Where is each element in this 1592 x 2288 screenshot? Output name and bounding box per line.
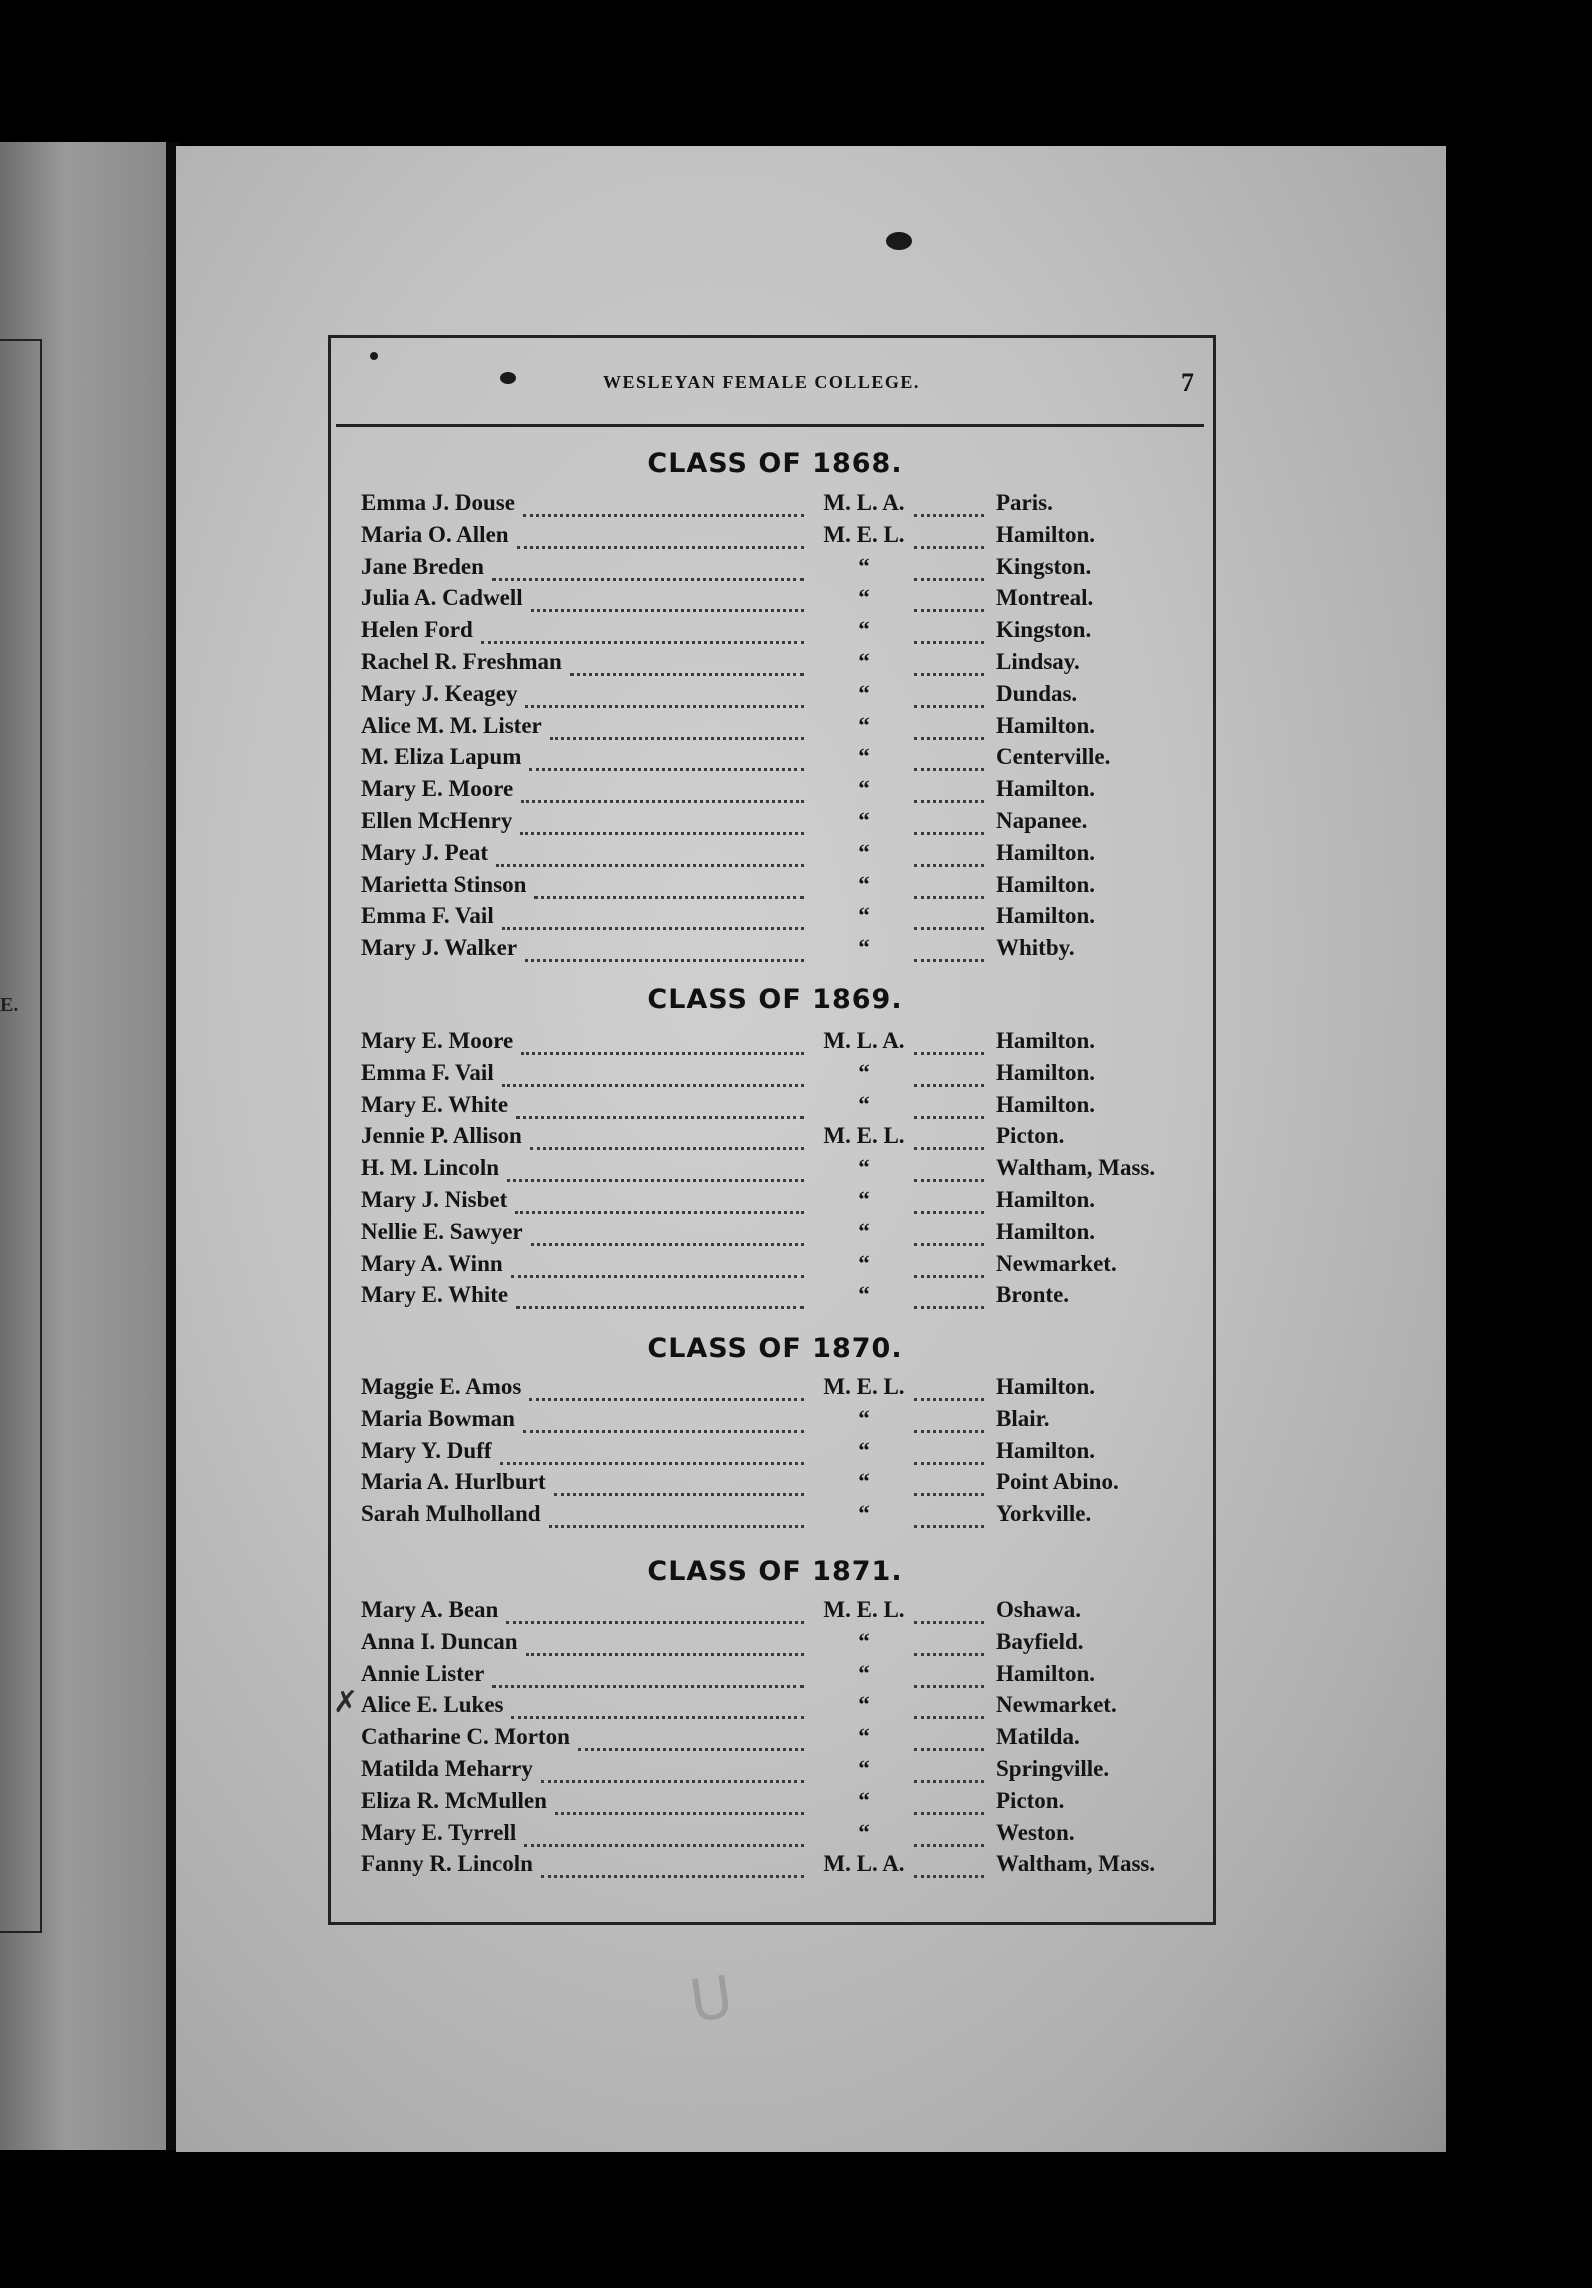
graduate-row (0, 1629, 1592, 1661)
dot-leader (529, 764, 804, 771)
dot-leader (492, 574, 804, 581)
graduate-row (0, 1028, 1592, 1060)
hometown: Kingston. (996, 553, 1092, 579)
graduate-row (0, 1251, 1592, 1283)
dot-leader (914, 605, 984, 612)
graduate-name: Alice M. M. Lister (361, 712, 542, 738)
graduate-row (0, 490, 1592, 522)
hometown: Dundas. (996, 680, 1078, 706)
hometown: Newmarket. (996, 1692, 1117, 1718)
hometown: Hamilton. (996, 1028, 1096, 1053)
pencil-mark: U (685, 1962, 737, 2036)
dot-leader (525, 955, 804, 962)
graduate-row (0, 1187, 1592, 1219)
graduate-name: Maria Bowman (361, 1405, 515, 1431)
dot-leader (914, 574, 984, 581)
degree: “ (858, 585, 870, 611)
dot-leader (914, 733, 984, 740)
graduate-row (0, 1851, 1592, 1883)
class-heading: CLASS OF 1869. (647, 984, 903, 1015)
hometown: Hamilton. (996, 1437, 1096, 1463)
graduate-name: Maria O. Allen (361, 521, 509, 547)
degree: “ (858, 553, 870, 579)
graduate-name: Mary Y. Duff (361, 1437, 492, 1463)
hometown: Hamilton. (996, 1059, 1096, 1085)
graduate-name: Mary J. Walker (361, 935, 518, 961)
dot-leader (517, 542, 804, 549)
degree: “ (858, 649, 870, 674)
graduate-name: Jennie P. Allison (361, 1123, 522, 1149)
graduate-row (0, 840, 1592, 872)
dot-leader (515, 1207, 804, 1214)
graduate-row (0, 1820, 1592, 1852)
hometown: Hamilton. (996, 1660, 1096, 1686)
degree: “ (858, 935, 870, 961)
graduate-name: Rachel R. Freshman (361, 649, 562, 674)
graduate-name: Matilda Meharry (361, 1756, 533, 1781)
hometown: Blair. (996, 1405, 1050, 1431)
hometown: Weston. (996, 1819, 1075, 1845)
hometown: Picton. (996, 1123, 1065, 1149)
graduate-name: Jane Breden (361, 553, 484, 579)
hometown: Waltham, Mass. (996, 1155, 1156, 1181)
graduate-name: Mary A. Winn (361, 1250, 503, 1276)
dot-leader (914, 1143, 984, 1150)
graduate-row (0, 1282, 1592, 1314)
graduate-row (0, 1155, 1592, 1187)
facing-page-fragment: E. (0, 994, 19, 1016)
graduate-row (0, 1438, 1592, 1470)
graduate-name: Annie Lister (361, 1660, 485, 1686)
graduate-name: Alice E. Lukes (361, 1692, 504, 1718)
hometown: Oshawa. (996, 1597, 1081, 1622)
dot-leader (481, 637, 804, 644)
degree: M. L. A. (823, 1028, 905, 1053)
graduate-name: Mary A. Bean (361, 1597, 499, 1622)
dot-leader (550, 733, 804, 740)
hometown: Hamilton. (996, 776, 1096, 802)
graduate-row (0, 1756, 1592, 1788)
hometown: Matilda. (996, 1724, 1080, 1750)
dot-leader (524, 1840, 804, 1847)
dot-leader (516, 1302, 804, 1309)
dot-leader (507, 1175, 804, 1182)
graduate-name: Marietta Stinson (361, 871, 527, 897)
class-heading: CLASS OF 1868. (647, 448, 903, 479)
graduate-row (0, 713, 1592, 745)
dot-leader (555, 1808, 804, 1815)
graduate-name: Nellie E. Sawyer (361, 1218, 523, 1244)
dot-leader (914, 796, 984, 803)
dot-leader (914, 1776, 984, 1783)
graduate-row (0, 1501, 1592, 1533)
class-heading: CLASS OF 1871. (647, 1556, 903, 1587)
graduate-row (0, 1724, 1592, 1756)
degree: “ (858, 1282, 870, 1308)
page-number: 7 (1181, 368, 1194, 397)
dot-leader (914, 1617, 984, 1624)
dot-leader (523, 510, 804, 517)
hometown: Point Abino. (996, 1469, 1119, 1495)
degree: “ (858, 871, 870, 897)
dot-leader (521, 1048, 804, 1055)
graduate-name: H. M. Lincoln (361, 1155, 500, 1181)
graduate-name: Mary E. Tyrrell (361, 1819, 517, 1845)
dot-leader (914, 1426, 984, 1433)
hometown: Hamilton. (996, 521, 1096, 547)
dot-leader (914, 1394, 984, 1401)
degree: “ (858, 903, 870, 929)
degree: M. L. A. (823, 1851, 905, 1877)
dot-leader (914, 1271, 984, 1278)
hometown: Hamilton. (996, 1091, 1096, 1117)
graduate-row (0, 1788, 1592, 1820)
dot-leader (914, 510, 984, 517)
dot-leader (541, 1776, 804, 1783)
dot-leader (520, 828, 804, 835)
graduate-name: Julia A. Cadwell (361, 585, 523, 611)
degree: M. E. L. (823, 1123, 905, 1149)
dot-leader (523, 1426, 804, 1433)
dot-leader (914, 1048, 984, 1055)
dot-leader (914, 1239, 984, 1246)
dot-leader (914, 764, 984, 771)
degree: M. L. A. (823, 490, 905, 515)
graduate-name: Emma F. Vail (361, 903, 494, 929)
dot-leader (529, 1394, 804, 1401)
graduate-row (0, 1374, 1592, 1406)
degree: “ (858, 1405, 870, 1431)
degree: “ (858, 1756, 870, 1781)
graduate-row (0, 1060, 1592, 1092)
dot-leader (570, 669, 804, 676)
graduate-row (0, 1092, 1592, 1124)
ink-blot (886, 232, 912, 250)
degree: “ (858, 1187, 870, 1212)
hometown: Hamilton. (996, 712, 1096, 738)
hometown: Bronte. (996, 1282, 1070, 1308)
running-head-title: WESLEYAN FEMALE COLLEGE. (603, 372, 920, 392)
dot-leader (914, 1458, 984, 1465)
graduate-name: Ellen McHenry (361, 808, 513, 833)
graduate-name: Fanny R. Lincoln (361, 1851, 533, 1877)
dot-leader (541, 1871, 804, 1878)
graduate-row (0, 872, 1592, 904)
graduate-name: M. Eliza Lapum (361, 744, 522, 770)
dot-leader (914, 1302, 984, 1309)
hometown: Hamilton. (996, 839, 1096, 865)
dot-leader (914, 828, 984, 835)
graduate-name: Mary E. White (361, 1282, 509, 1308)
graduate-row (0, 776, 1592, 808)
class-heading: CLASS OF 1870. (647, 1333, 903, 1364)
graduate-name: Eliza R. McMullen (361, 1787, 547, 1813)
graduate-name: Emma J. Douse (361, 490, 515, 515)
degree: “ (858, 712, 870, 738)
dot-leader (914, 955, 984, 962)
dot-leader (914, 637, 984, 644)
graduate-name: Emma F. Vail (361, 1059, 494, 1085)
dot-leader (531, 1239, 804, 1246)
dot-leader (534, 892, 804, 899)
graduate-name: Helen Ford (361, 617, 473, 643)
graduate-name: Mary E. White (361, 1091, 509, 1117)
hometown: Picton. (996, 1787, 1065, 1813)
graduate-row (0, 585, 1592, 617)
header-rule (336, 424, 1204, 427)
degree: “ (858, 1469, 870, 1495)
graduate-row (0, 1597, 1592, 1629)
dot-leader (914, 1207, 984, 1214)
degree: “ (858, 776, 870, 802)
graduate-row (0, 617, 1592, 649)
dot-leader (914, 1712, 984, 1719)
handwritten-check-mark: ✗ (333, 1685, 359, 1720)
graduate-name: Catharine C. Morton (361, 1724, 570, 1750)
hometown: Hamilton. (996, 1374, 1096, 1399)
dot-leader (914, 542, 984, 549)
dot-leader (914, 892, 984, 899)
graduate-row (0, 1123, 1592, 1155)
dot-leader (526, 1649, 804, 1656)
graduate-name: Mary J. Peat (361, 839, 489, 865)
graduate-row (0, 903, 1592, 935)
dot-leader (914, 701, 984, 708)
dot-leader (914, 1175, 984, 1182)
degree: “ (858, 839, 870, 865)
dot-leader (914, 1808, 984, 1815)
degree: “ (858, 1155, 870, 1181)
hometown: Montreal. (996, 585, 1094, 611)
dot-leader (549, 1521, 804, 1528)
degree: “ (858, 1787, 870, 1813)
dot-leader (914, 1080, 984, 1087)
degree: “ (858, 1501, 870, 1527)
dot-leader (530, 1143, 804, 1150)
dot-leader (914, 1840, 984, 1847)
degree: “ (858, 808, 870, 833)
graduate-name: Mary E. Moore (361, 776, 514, 802)
dot-leader (914, 1649, 984, 1656)
graduate-row (0, 554, 1592, 586)
graduate-row (0, 935, 1592, 967)
dot-leader (914, 1112, 984, 1119)
dot-leader (914, 1744, 984, 1751)
graduate-name: Sarah Mulholland (361, 1501, 541, 1527)
dot-leader (516, 1112, 804, 1119)
hometown: Waltham, Mass. (996, 1851, 1156, 1877)
degree: “ (858, 1437, 870, 1463)
dot-leader (521, 796, 804, 803)
graduate-row (0, 649, 1592, 681)
dot-leader (914, 1521, 984, 1528)
graduate-name: Mary J. Nisbet (361, 1187, 508, 1212)
graduate-row (0, 1406, 1592, 1438)
dot-leader (502, 923, 804, 930)
graduate-row (0, 1219, 1592, 1251)
dot-leader (511, 1271, 804, 1278)
dot-leader (502, 1080, 804, 1087)
hometown: Napanee. (996, 808, 1088, 833)
dot-leader (500, 1458, 804, 1465)
degree: “ (858, 1059, 870, 1085)
graduate-row (0, 1469, 1592, 1501)
hometown: Hamilton. (996, 903, 1096, 929)
degree: “ (858, 1819, 870, 1845)
dot-leader (496, 860, 804, 867)
degree: “ (858, 1091, 870, 1117)
hometown: Hamilton. (996, 1187, 1096, 1212)
dot-leader (506, 1617, 804, 1624)
degree: “ (858, 617, 870, 643)
degree: M. E. L. (823, 1374, 905, 1399)
hometown: Hamilton. (996, 871, 1096, 897)
degree: “ (858, 680, 870, 706)
hometown: Kingston. (996, 617, 1092, 643)
graduate-name: Mary E. Moore (361, 1028, 514, 1053)
hometown: Paris. (996, 490, 1053, 515)
graduate-row (0, 1692, 1592, 1724)
graduate-row (0, 1661, 1592, 1693)
hometown: Lindsay. (996, 649, 1080, 674)
hometown: Newmarket. (996, 1250, 1117, 1276)
running-head (0, 368, 1592, 402)
dot-leader (531, 605, 804, 612)
degree: M. E. L. (823, 1597, 905, 1622)
dot-leader (914, 1489, 984, 1496)
dot-leader (511, 1712, 804, 1719)
dot-leader (554, 1489, 804, 1496)
degree: “ (858, 1250, 870, 1276)
graduate-name: Maria A. Hurlburt (361, 1469, 546, 1495)
hometown: Whitby. (996, 935, 1075, 961)
degree: M. E. L. (823, 521, 905, 547)
dot-leader (914, 1681, 984, 1688)
graduate-name: Maggie E. Amos (361, 1374, 522, 1399)
degree: “ (858, 744, 870, 770)
dot-leader (914, 923, 984, 930)
graduate-row (0, 681, 1592, 713)
dot-leader (578, 1744, 804, 1751)
hometown: Hamilton. (996, 1218, 1096, 1244)
degree: “ (858, 1628, 870, 1654)
degree: “ (858, 1660, 870, 1686)
degree: “ (858, 1692, 870, 1718)
hometown: Yorkville. (996, 1501, 1092, 1527)
hometown: Springville. (996, 1756, 1110, 1781)
graduate-row (0, 808, 1592, 840)
graduate-row (0, 744, 1592, 776)
dot-leader (525, 701, 804, 708)
dot-leader (492, 1681, 804, 1688)
degree: “ (858, 1218, 870, 1244)
dot-leader (914, 1871, 984, 1878)
graduate-name: Anna I. Duncan (361, 1628, 518, 1654)
dot-leader (914, 669, 984, 676)
degree: “ (858, 1724, 870, 1750)
hometown: Bayfield. (996, 1628, 1084, 1654)
hometown: Centerville. (996, 744, 1111, 770)
dot-leader (914, 860, 984, 867)
graduate-row (0, 522, 1592, 554)
graduate-name: Mary J. Keagey (361, 680, 518, 706)
